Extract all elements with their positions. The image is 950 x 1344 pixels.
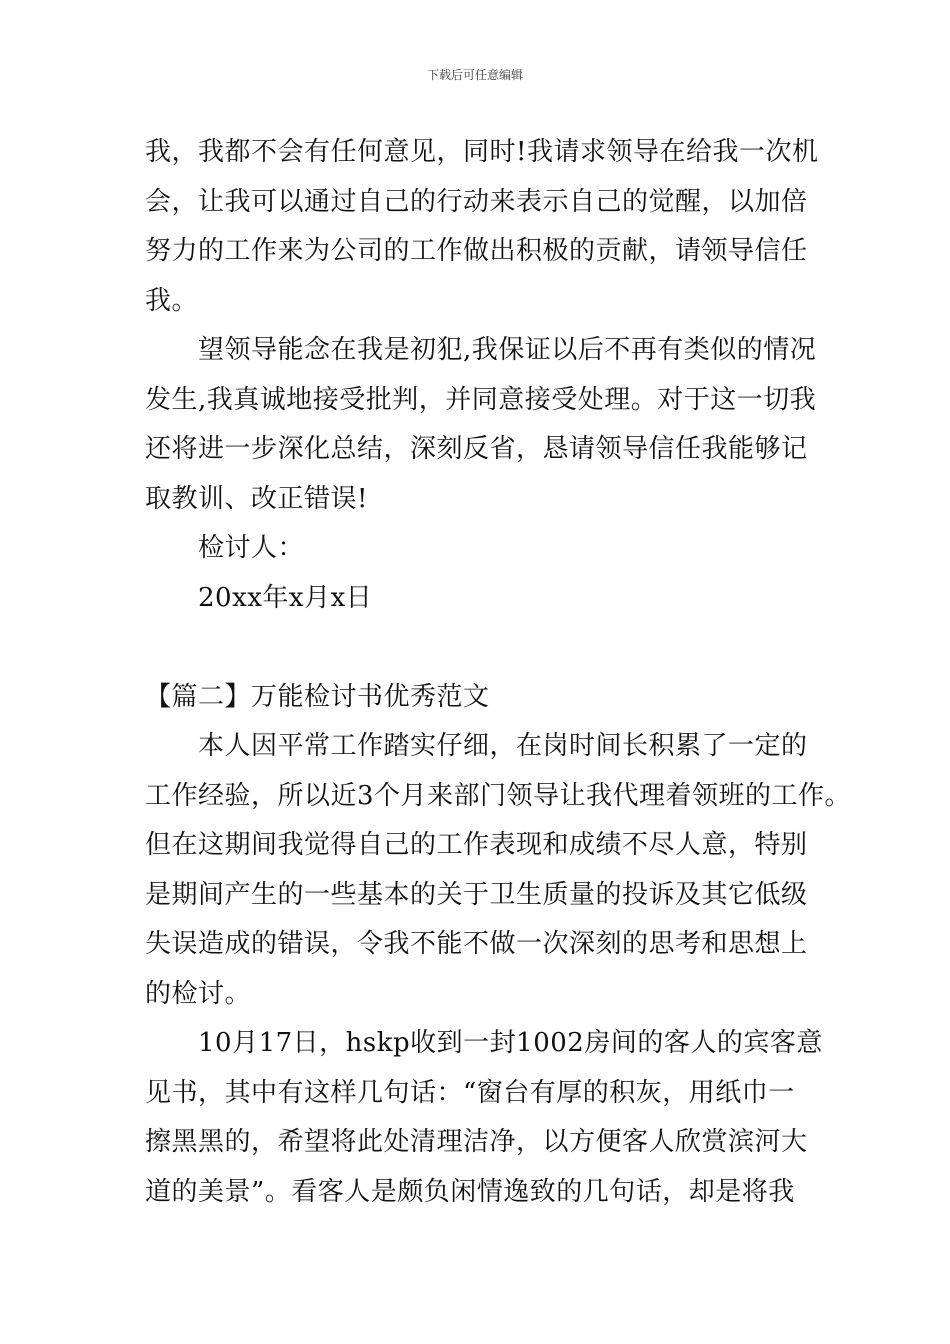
text-line: 努力的工作来为公司的工作做出积极的贡献，请领导信任 [145,236,808,266]
section-title: 【篇二】万能检讨书优秀范文 [145,681,490,712]
text-line: 我，我都不会有任何意见，同时!我请求领导在给我一次机 [145,137,819,167]
date-line: 20xx年x月x日 [198,582,373,613]
text-line: 我。 [145,285,199,316]
text-line: 见书，其中有这样几句话：“窗台有厚的积灰，用纸巾一 [145,1077,795,1108]
text-line: 的检讨。 [145,978,252,1009]
text-line: 本人因平常工作踏实仔细，在岗时间长积累了一定的 [198,731,808,761]
signer-label: 检讨人： [198,533,305,563]
text-line: 工作经验，所以近3个月来部门领导让我代理着领班的工作。 [145,780,852,811]
text-line: 10月17日，hskp收到一封1002房间的客人的宾客意 [198,1028,823,1058]
text-line: 道的美景”。看客人是颇负闲情逸致的几句话，却是将我 [145,1176,795,1207]
text-line: 发生,我真诚地接受批判，并同意接受处理。对于这一切我 [145,384,817,415]
text-line: 失误造成的错误，令我不能不做一次深刻的思考和思想上 [145,929,808,959]
text-line: 但在这期间我觉得自己的工作表现和成绩不尽人意，特别 [145,830,808,860]
text-line: 是期间产生的一些基本的关于卫生质量的投诉及其它低级 [145,879,808,910]
spacer [145,623,810,673]
text-line: 擦黑黑的，希望将此处清理洁净，以方便客人欣赏滨河大 [145,1127,808,1157]
text-line: 取教训、改正错误! [145,483,368,514]
text-line: 望领导能念在我是初犯,我保证以后不再有类似的情况 [198,335,817,365]
download-note: 下载后可任意编辑 [426,68,523,82]
text-line: 会，让我可以通过自己的行动来表示自己的觉醒，以加倍 [145,186,808,217]
text-line: 还将进一步深化总结，深刻反省，恳请领导信任我能够记 [145,434,808,464]
document-body [145,128,852,1217]
